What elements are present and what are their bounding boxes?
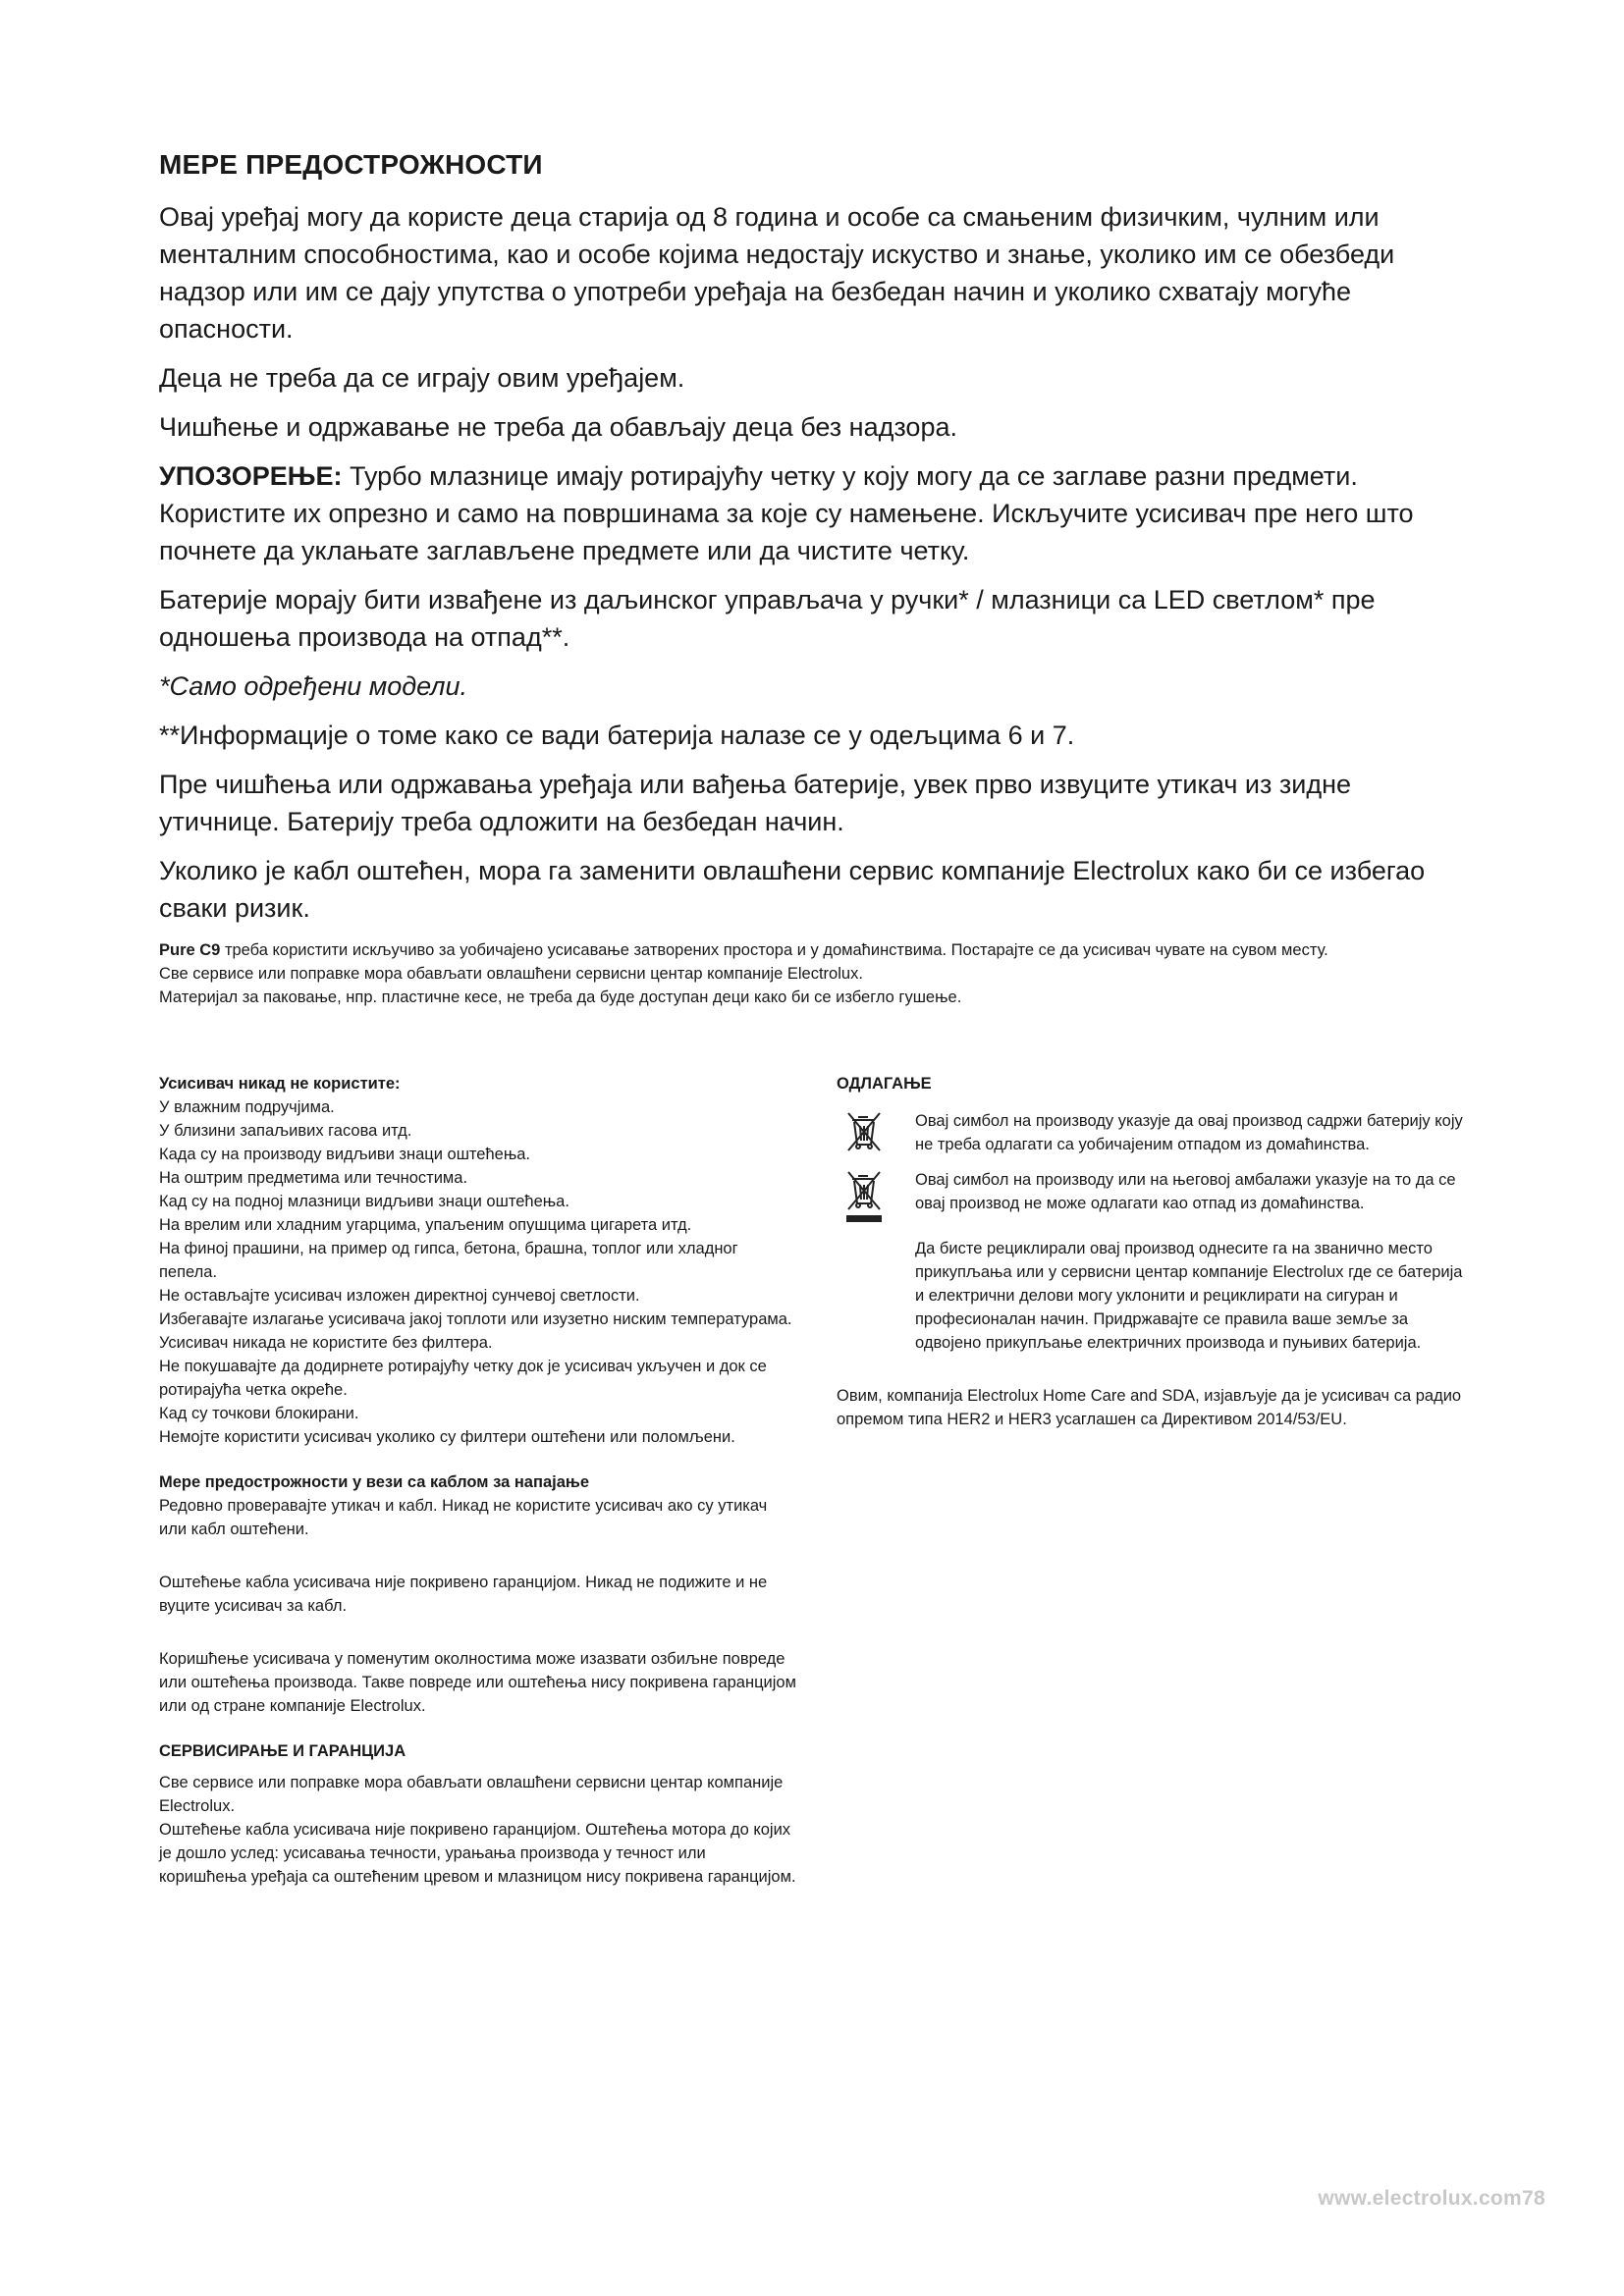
website-link[interactable]: www.electrolux.com — [1318, 2187, 1523, 2210]
service-paragraph: Све сервисе или поправке мора обављати овлашћени сервисни центар компаније Electrolux. — [159, 1774, 784, 1815]
usage-note-text: треба користити искључиво за уобичајено усисавање затворених простора и у домаћинствима. Постарајте се да усисивач чувате на сувом месту. — [220, 941, 1328, 959]
precautions-paragraph: Овај уређај могу да користе деца старија од 8 година и особе са смањеним физичким, чулним или менталним способностима, као и особе којима недостају искуство и знање, уколико им се обезбеди надзор или им се дају упутства о употреби уређаја на безбедан начин и уколико схватају могуће опасности. — [159, 202, 1395, 344]
precautions-paragraph: Деца не треба да се играју овим уређајем. — [159, 363, 685, 393]
disposal-title: ОДЛАГАЊЕ — [837, 1075, 932, 1093]
precautions-paragraph: Батерије морају бити извађене из даљинског управљача у ручки* / млазници са LED светлом* пре одношења производа на отпад**. — [159, 585, 1376, 652]
disposal-row — [837, 1168, 1465, 1225]
list-item: Када су на производу видљиви знаци оштећења. — [159, 1146, 530, 1163]
precautions-title: МЕРЕ ПРЕДОСТРОЖНОСТИ — [159, 149, 543, 180]
never-use-title: Усисивач никад не користите: — [159, 1075, 401, 1093]
cable-title: Мере предострожности у вези са каблом за напајање — [159, 1473, 590, 1491]
list-item: Усисивач никада не користите без филтера. — [159, 1334, 493, 1352]
list-item: Кад су на подној млазници видљиви знаци оштећења. — [159, 1193, 569, 1210]
warning-paragraph — [159, 457, 1465, 569]
warning-label: УПОЗОРЕЊЕ: — [159, 461, 343, 491]
list-item: На врелим или хладним угарцима, упаљеним опушцима цигарета итд. — [159, 1216, 692, 1234]
list-item: Не остављајте усисивач изложен директној сунчевој светлости. — [159, 1287, 640, 1305]
disposal-text: Овај симбол на производу или на његовој амбалажи указује на то да се овај производ не може одлагати као отпад из домаћинства. — [915, 1171, 1456, 1212]
recycle-paragraph: Да бисте рециклирали овај производ однесите га на званично место прикупљања или у сервисни центар компаније Electrolux где се батерија и електрични делови могу уклонити и рециклирати на сигуран и професионалан начин. Придржавајте се правила ваше земље за одвојено прикупљање електричних производа и пуњивих батерија. — [915, 1240, 1463, 1352]
service-title: СЕРВИСИРАЊЕ И ГАРАНЦИЈА — [159, 1742, 406, 1760]
warning-text: Турбо млазнице имају ротирајућу четку у коју могу да се заглаве разни предмети. Користите их опрезно и само на површинама за које су намењене. Искључите усисивач пре него што почнете да уклањате заглављене предмете или да чистите четку. — [159, 461, 1414, 565]
usage-note: Све сервисе или поправке мора обављати овлашћени сервисни центар компаније Electrolux. — [159, 965, 863, 983]
cable-paragraph: Редовно проверавајте утикач и кабл. Никад не користите усисивач ако су утикач или кабл оштећени. — [159, 1497, 768, 1538]
list-item: У влажним подручјима. — [159, 1098, 335, 1116]
page-number: 78 — [1522, 2187, 1545, 2210]
declaration-paragraph: Овим, компанија Electrolux Home Care and SDA, изјављује да је усисивач са радио опремом типа HER2 и HER3 усаглашен са Директивом 2014/53/EU. — [837, 1387, 1462, 1428]
precautions-paragraph: Чишћење и одржавање не треба да обављају деца без надзора. — [159, 412, 957, 442]
list-item: У близини запаљивих гасова итд. — [159, 1122, 412, 1140]
list-item: На оштрим предметима или течностима. — [159, 1169, 468, 1187]
right-column — [837, 1072, 1465, 1431]
precautions-paragraph: Уколико је кабл оштећен, мора га заменити овлашћени сервис компаније Electrolux како би се избегао сваки ризик. — [159, 856, 1426, 923]
footnote-battery: **Информације о томе како се вади батерија налазе се у одељцима 6 и 7. — [159, 721, 1075, 750]
usage-note: Материјал за паковање, нпр. пластичне кесе, не треба да буде доступан деци како би се избегло гушење. — [159, 988, 962, 1006]
service-paragraph: Оштећење кабла усисивача није покривено гаранцијом. Оштећења мотора до којих је дошло услед: усисавања течности, урањања производа у течност или коришћења уређаја са оштећеним цревом и млазницом нису покривена гаранцијом. — [159, 1821, 796, 1886]
usage-notes — [159, 938, 1465, 1009]
list-item: Избегавајте излагање усисивача јакој топлоти или изузетно ниским температурама. — [159, 1310, 792, 1328]
crossed-bin-icon — [837, 1109, 915, 1156]
model-name: Pure C9 — [159, 941, 221, 959]
usage-note — [159, 938, 1465, 962]
page-footer — [1318, 2187, 1545, 2211]
left-column — [159, 1072, 797, 1889]
list-item: Не покушавајте да додирнете ротирајућу четку док је усисивач укључен и док се ротирајућа четка окреће. — [159, 1358, 767, 1399]
cable-paragraph: Коришћење усисивача у поменутим околностима може изазвати озбиљне повреде или оштећења производа. Такве повреде или оштећења нису покривена гаранцијом или од стране компаније Electrolux. — [159, 1650, 796, 1715]
precautions-paragraph: Пре чишћења или одржавања уређаја или вађења батерије, увек прво извуците утикач из зидне утичнице. Батерију треба одложити на безбедан начин. — [159, 770, 1351, 836]
list-item: Немојте користити усисивач уколико су филтери оштећени или поломљени. — [159, 1428, 735, 1446]
precautions-section — [159, 149, 1465, 1009]
footnote-models: *Само одређени модели. — [159, 671, 468, 701]
never-use-list — [159, 1095, 797, 1449]
list-item: На финој прашини, на пример од гипса, бетона, брашна, топлог или хладног пепела. — [159, 1240, 738, 1281]
cable-paragraph: Оштећење кабла усисивача није покривено гаранцијом. Никад не подижите и не вуците усисивач за кабл. — [159, 1574, 768, 1615]
disposal-row — [837, 1109, 1465, 1156]
disposal-text: Овај симбол на производу указује да овај производ садржи батерију коју не треба одлагати са уобичајеним отпадом из домаћинства. — [915, 1112, 1463, 1153]
list-item: Кад су точкови блокирани. — [159, 1405, 359, 1422]
crossed-bin-bar-icon — [837, 1168, 915, 1225]
